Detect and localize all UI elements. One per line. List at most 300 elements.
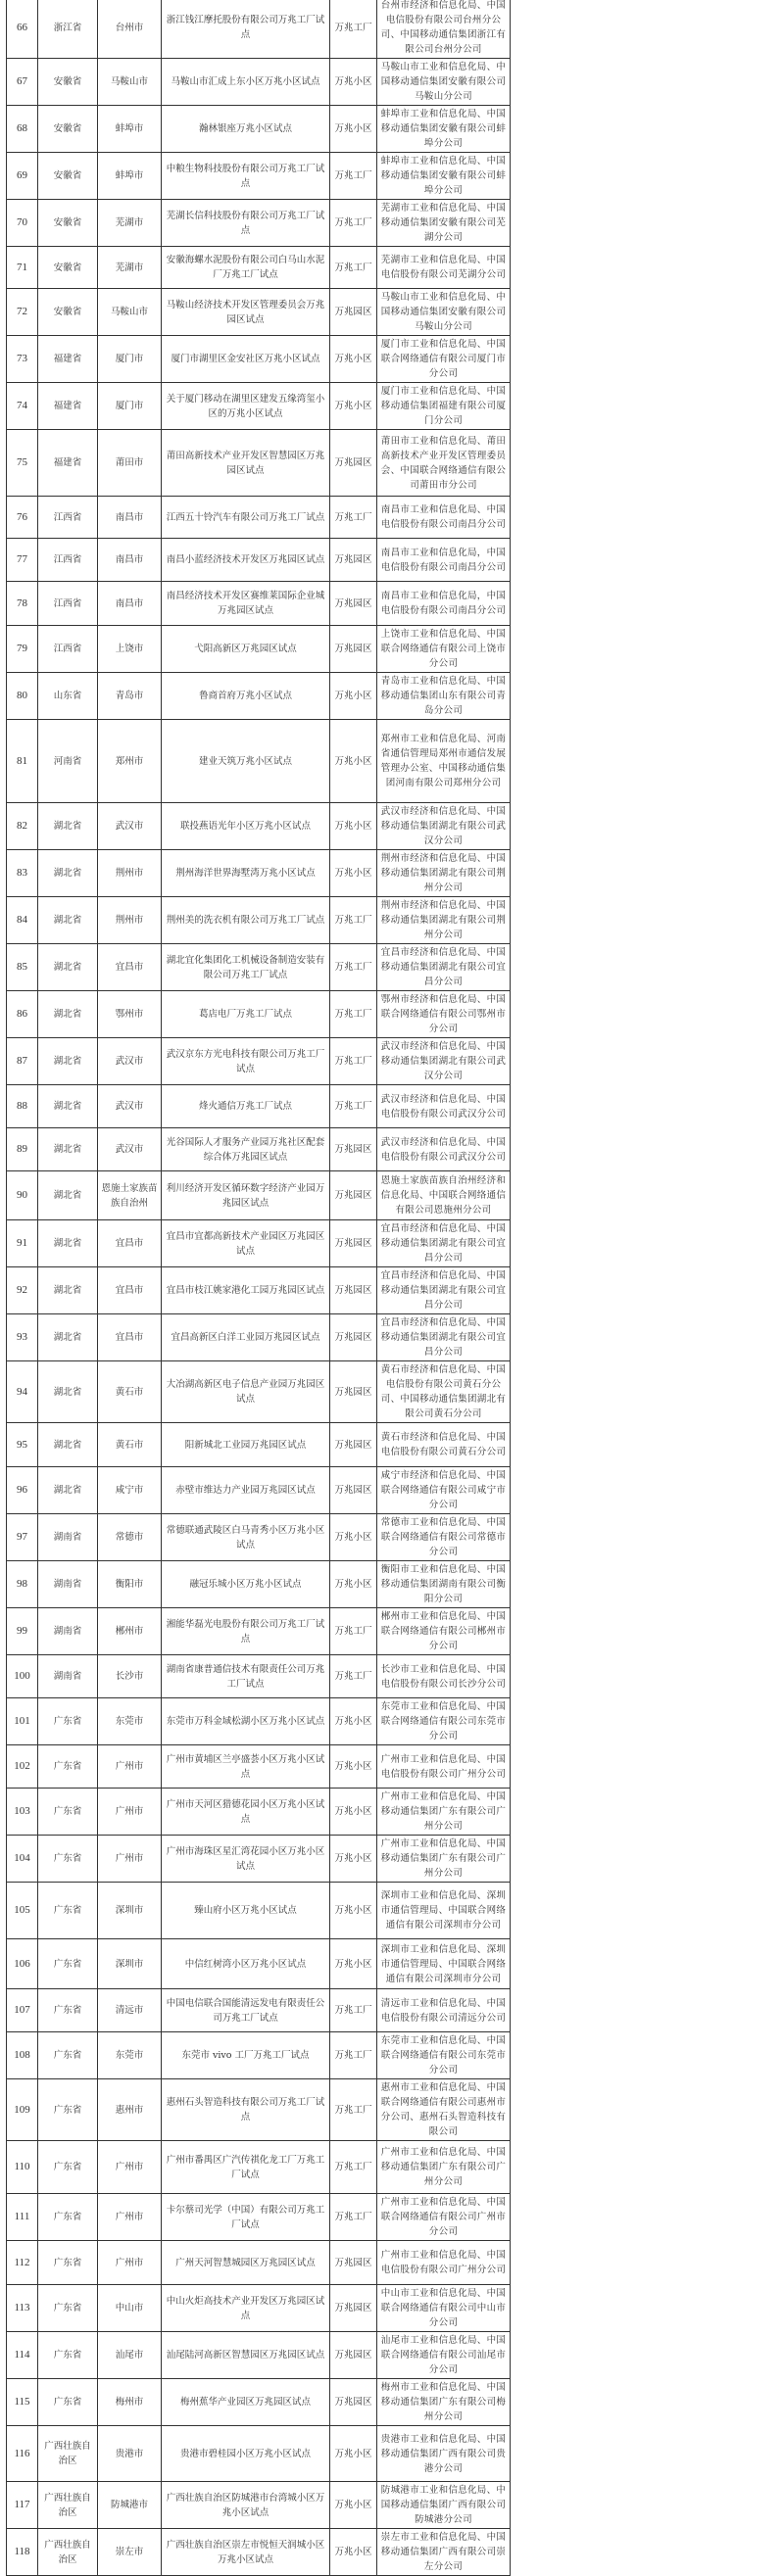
table-row bbox=[7, 1561, 511, 1608]
cell-city: 惠州市 bbox=[98, 2079, 162, 2141]
cell-pilot-type: 万兆小区 bbox=[330, 2482, 377, 2529]
cell-number: 109 bbox=[7, 2079, 38, 2141]
cell-number: 103 bbox=[7, 1789, 38, 1836]
cell-province: 湖北省 bbox=[38, 803, 98, 850]
cell-organizations: 恩施土家族苗族自治州经济和信息化局、中国联合网络通信有限公司恩施州分公司 bbox=[377, 1171, 511, 1220]
cell-pilot-name: 荆州海洋世界海墅湾万兆小区试点 bbox=[162, 850, 330, 897]
cell-pilot-type: 万兆小区 bbox=[330, 1514, 377, 1561]
cell-pilot-name: 宜昌市枝江姚家港化工园万兆园区试点 bbox=[162, 1267, 330, 1314]
cell-pilot-type: 万兆小区 bbox=[330, 383, 377, 430]
cell-pilot-name: 烽火通信万兆工厂试点 bbox=[162, 1085, 330, 1128]
table-row bbox=[7, 1514, 511, 1561]
cell-pilot-type: 万兆小区 bbox=[330, 803, 377, 850]
cell-city: 广州市 bbox=[98, 2241, 162, 2285]
cell-organizations: 中山市工业和信息化局、中国联合网络通信有限公司中山市分公司 bbox=[377, 2285, 511, 2332]
cell-organizations: 常德市工业和信息化局、中国联合网络通信有限公司常德市分公司 bbox=[377, 1514, 511, 1561]
cell-number: 75 bbox=[7, 430, 38, 497]
table-row bbox=[7, 2032, 511, 2079]
cell-city: 南昌市 bbox=[98, 539, 162, 582]
cell-pilot-name: 江西五十铃汽车有限公司万兆工厂试点 bbox=[162, 497, 330, 539]
cell-city: 鄂州市 bbox=[98, 991, 162, 1038]
table-row bbox=[7, 200, 511, 247]
cell-pilot-name: 中粮生物科技股份有限公司万兆工厂试点 bbox=[162, 153, 330, 200]
cell-city: 恩施土家族苗族自治州 bbox=[98, 1171, 162, 1220]
cell-city: 崇左市 bbox=[98, 2529, 162, 2576]
cell-province: 广东省 bbox=[38, 2332, 98, 2379]
cell-organizations: 南昌市工业和信息化局、中国电信股份有限公司南昌分公司 bbox=[377, 497, 511, 539]
cell-pilot-name: 鲁商首府万兆小区试点 bbox=[162, 673, 330, 720]
cell-number: 110 bbox=[7, 2141, 38, 2194]
cell-city: 汕尾市 bbox=[98, 2332, 162, 2379]
cell-number: 98 bbox=[7, 1561, 38, 1608]
cell-organizations: 长沙市工业和信息化局、中国电信股份有限公司长沙分公司 bbox=[377, 1655, 511, 1698]
cell-number: 66 bbox=[7, 0, 38, 59]
cell-pilot-name: 贵港市碧桂园小区万兆小区试点 bbox=[162, 2426, 330, 2482]
cell-number: 84 bbox=[7, 897, 38, 944]
cell-city: 贵港市 bbox=[98, 2426, 162, 2482]
cell-pilot-name: 卡尔蔡司光学（中国）有限公司万兆工厂试点 bbox=[162, 2194, 330, 2241]
cell-organizations: 台州市经济和信息化局、中国电信股份有限公司台州分公司、中国移动通信集团浙江有限公司台州分公司 bbox=[377, 0, 511, 59]
cell-pilot-type: 万兆小区 bbox=[330, 2529, 377, 2576]
cell-city: 芜湖市 bbox=[98, 200, 162, 247]
cell-pilot-name: 联投燕语光年小区万兆小区试点 bbox=[162, 803, 330, 850]
cell-organizations: 黄石市经济和信息化局、中国电信股份有限公司黄石分公司 bbox=[377, 1423, 511, 1467]
cell-number: 95 bbox=[7, 1423, 38, 1467]
table-row bbox=[7, 1171, 511, 1220]
cell-city: 中山市 bbox=[98, 2285, 162, 2332]
cell-city: 梅州市 bbox=[98, 2379, 162, 2426]
cell-number: 85 bbox=[7, 944, 38, 991]
cell-pilot-type: 万兆小区 bbox=[330, 1789, 377, 1836]
cell-city: 武汉市 bbox=[98, 1128, 162, 1171]
cell-organizations: 荆州市经济和信息化局、中国移动通信集团湖北有限公司荆州分公司 bbox=[377, 850, 511, 897]
cell-number: 99 bbox=[7, 1608, 38, 1655]
cell-pilot-type: 万兆园区 bbox=[330, 1267, 377, 1314]
cell-pilot-type: 万兆工厂 bbox=[330, 247, 377, 289]
cell-pilot-type: 万兆小区 bbox=[330, 1883, 377, 1939]
cell-province: 江西省 bbox=[38, 539, 98, 582]
cell-pilot-name: 东莞市万科金域松湖小区万兆小区试点 bbox=[162, 1698, 330, 1745]
cell-pilot-type: 万兆工厂 bbox=[330, 1085, 377, 1128]
cell-province: 福建省 bbox=[38, 430, 98, 497]
cell-pilot-name: 大冶湖高新区电子信息产业园万兆园区试点 bbox=[162, 1361, 330, 1423]
table-row bbox=[7, 2241, 511, 2285]
cell-pilot-type: 万兆园区 bbox=[330, 1467, 377, 1514]
cell-province: 广东省 bbox=[38, 1939, 98, 1989]
cell-province: 广西壮族自治区 bbox=[38, 2529, 98, 2576]
table-row bbox=[7, 2332, 511, 2379]
cell-province: 湖南省 bbox=[38, 1608, 98, 1655]
cell-pilot-type: 万兆园区 bbox=[330, 2241, 377, 2285]
cell-pilot-type: 万兆园区 bbox=[330, 582, 377, 626]
cell-number: 114 bbox=[7, 2332, 38, 2379]
cell-number: 101 bbox=[7, 1698, 38, 1745]
cell-province: 安徽省 bbox=[38, 200, 98, 247]
cell-pilot-name: 赤壁市维达力产业园万兆园区试点 bbox=[162, 1467, 330, 1514]
table-row bbox=[7, 0, 511, 59]
cell-province: 湖北省 bbox=[38, 1038, 98, 1085]
cell-number: 117 bbox=[7, 2482, 38, 2529]
cell-province: 湖南省 bbox=[38, 1561, 98, 1608]
table-row bbox=[7, 2426, 511, 2482]
table-row bbox=[7, 897, 511, 944]
cell-number: 87 bbox=[7, 1038, 38, 1085]
cell-pilot-type: 万兆园区 bbox=[330, 2379, 377, 2426]
cell-city: 咸宁市 bbox=[98, 1467, 162, 1514]
cell-city: 厦门市 bbox=[98, 383, 162, 430]
cell-province: 山东省 bbox=[38, 673, 98, 720]
table-row bbox=[7, 1314, 511, 1361]
cell-pilot-name: 宜昌高新区白洋工业园万兆园区试点 bbox=[162, 1314, 330, 1361]
table-row bbox=[7, 383, 511, 430]
cell-organizations: 梅州市工业和信息化局、中国移动通信集团广东有限公司梅州分公司 bbox=[377, 2379, 511, 2426]
pilot-list-table-container bbox=[6, 0, 510, 2576]
cell-pilot-name: 湖北宜化集团化工机械设备制造安装有限公司万兆工厂试点 bbox=[162, 944, 330, 991]
cell-pilot-name: 惠州石头智造科技有限公司万兆工厂试点 bbox=[162, 2079, 330, 2141]
cell-pilot-name: 武汉京东方光电科技有限公司万兆工厂试点 bbox=[162, 1038, 330, 1085]
cell-number: 67 bbox=[7, 59, 38, 106]
table-row bbox=[7, 2194, 511, 2241]
cell-organizations: 武汉市经济和信息化局、中国电信股份有限公司武汉分公司 bbox=[377, 1085, 511, 1128]
cell-province: 广东省 bbox=[38, 1883, 98, 1939]
cell-pilot-type: 万兆小区 bbox=[330, 673, 377, 720]
cell-pilot-type: 万兆工厂 bbox=[330, 2079, 377, 2141]
table-row bbox=[7, 582, 511, 626]
cell-city: 深圳市 bbox=[98, 1883, 162, 1939]
cell-organizations: 厦门市工业和信息化局、中国移动通信集团福建有限公司厦门分公司 bbox=[377, 383, 511, 430]
cell-number: 93 bbox=[7, 1314, 38, 1361]
cell-province: 广东省 bbox=[38, 1836, 98, 1883]
cell-city: 武汉市 bbox=[98, 1038, 162, 1085]
table-row bbox=[7, 1789, 511, 1836]
cell-province: 广西壮族自治区 bbox=[38, 2426, 98, 2482]
table-row bbox=[7, 1361, 511, 1423]
cell-city: 常德市 bbox=[98, 1514, 162, 1561]
cell-pilot-type: 万兆工厂 bbox=[330, 897, 377, 944]
cell-province: 广西壮族自治区 bbox=[38, 2482, 98, 2529]
cell-number: 107 bbox=[7, 1989, 38, 2032]
cell-province: 湖北省 bbox=[38, 944, 98, 991]
cell-organizations: 广州市工业和信息化局、中国电信股份有限公司广州分公司 bbox=[377, 2241, 511, 2285]
cell-pilot-name: 中国电信联合国能清远发电有限责任公司万兆工厂试点 bbox=[162, 1989, 330, 2032]
cell-organizations: 咸宁市经济和信息化局、中国联合网络通信有限公司咸宁市分公司 bbox=[377, 1467, 511, 1514]
cell-province: 安徽省 bbox=[38, 247, 98, 289]
cell-city: 蚌埠市 bbox=[98, 153, 162, 200]
cell-city: 武汉市 bbox=[98, 803, 162, 850]
cell-number: 115 bbox=[7, 2379, 38, 2426]
cell-city: 清远市 bbox=[98, 1989, 162, 2032]
cell-organizations: 南昌市工业和信息化局，中国电信股份有限公司南昌分公司 bbox=[377, 582, 511, 626]
cell-province: 安徽省 bbox=[38, 59, 98, 106]
cell-province: 广东省 bbox=[38, 2141, 98, 2194]
table-row bbox=[7, 2285, 511, 2332]
cell-pilot-type: 万兆园区 bbox=[330, 2285, 377, 2332]
table-row bbox=[7, 1128, 511, 1171]
cell-pilot-name: 广州市黄埔区兰亭盛荟小区万兆小区试点 bbox=[162, 1745, 330, 1789]
cell-organizations: 厦门市工业和信息化局、中国联合网络通信有限公司厦门市分公司 bbox=[377, 336, 511, 383]
table-row bbox=[7, 720, 511, 803]
cell-pilot-type: 万兆小区 bbox=[330, 2426, 377, 2482]
cell-organizations: 蚌埠市工业和信息化局、中国移动通信集团安徽有限公司蚌埠分公司 bbox=[377, 106, 511, 153]
cell-organizations: 广州市工业和信息化局、中国移动通信集团广东有限公司广州分公司 bbox=[377, 1836, 511, 1883]
cell-pilot-name: 湖南省康普通信技术有限责任公司万兆工厂试点 bbox=[162, 1655, 330, 1698]
cell-organizations: 崇左市工业和信息化局、中国移动通信集团广西有限公司崇左分公司 bbox=[377, 2529, 511, 2576]
cell-city: 武汉市 bbox=[98, 1085, 162, 1128]
cell-pilot-type: 万兆小区 bbox=[330, 850, 377, 897]
cell-pilot-name: 梅州蕉华产业园区万兆园区试点 bbox=[162, 2379, 330, 2426]
cell-province: 浙江省 bbox=[38, 0, 98, 59]
table-row bbox=[7, 626, 511, 673]
cell-city: 宜昌市 bbox=[98, 1220, 162, 1267]
cell-city: 蚌埠市 bbox=[98, 106, 162, 153]
cell-number: 94 bbox=[7, 1361, 38, 1423]
cell-province: 湖北省 bbox=[38, 1467, 98, 1514]
cell-number: 108 bbox=[7, 2032, 38, 2079]
cell-pilot-type: 万兆小区 bbox=[330, 1836, 377, 1883]
table-row bbox=[7, 1836, 511, 1883]
cell-organizations: 宜昌市经济和信息化局、中国移动通信集团湖北有限公司宜昌分公司 bbox=[377, 1220, 511, 1267]
cell-province: 广东省 bbox=[38, 1745, 98, 1789]
cell-pilot-type: 万兆工厂 bbox=[330, 944, 377, 991]
cell-pilot-name: 南昌小蓝经济技术开发区万兆园区试点 bbox=[162, 539, 330, 582]
cell-organizations: 蚌埠市工业和信息化局、中国移动通信集团安徽有限公司蚌埠分公司 bbox=[377, 153, 511, 200]
cell-organizations: 黄石市经济和信息化局、中国电信股份有限公司黄石分公司、中国移动通信集团湖北有限公司黄石分公司 bbox=[377, 1361, 511, 1423]
cell-organizations: 南昌市工业和信息化局，中国电信股份有限公司南昌分公司 bbox=[377, 539, 511, 582]
cell-pilot-type: 万兆园区 bbox=[330, 1423, 377, 1467]
cell-number: 96 bbox=[7, 1467, 38, 1514]
cell-city: 郑州市 bbox=[98, 720, 162, 803]
cell-province: 安徽省 bbox=[38, 289, 98, 336]
cell-province: 广东省 bbox=[38, 1989, 98, 2032]
cell-pilot-name: 弋阳高新区万兆园区试点 bbox=[162, 626, 330, 673]
cell-organizations: 深圳市工业和信息化局、深圳市通信管理局、中国联合网络通信有限公司深圳市分公司 bbox=[377, 1939, 511, 1989]
cell-city: 台州市 bbox=[98, 0, 162, 59]
cell-pilot-name: 马鞍山经济技术开发区管理委员会万兆园区试点 bbox=[162, 289, 330, 336]
cell-organizations: 武汉市经济和信息化局、中国移动通信集团湖北有限公司武汉分公司 bbox=[377, 1038, 511, 1085]
cell-province: 广东省 bbox=[38, 2379, 98, 2426]
pilot-list-table bbox=[6, 0, 511, 2576]
cell-pilot-type: 万兆园区 bbox=[330, 2332, 377, 2379]
cell-city: 衡阳市 bbox=[98, 1561, 162, 1608]
cell-number: 100 bbox=[7, 1655, 38, 1698]
cell-province: 湖北省 bbox=[38, 850, 98, 897]
cell-pilot-type: 万兆小区 bbox=[330, 106, 377, 153]
table-row bbox=[7, 153, 511, 200]
cell-pilot-type: 万兆工厂 bbox=[330, 200, 377, 247]
table-row bbox=[7, 1038, 511, 1085]
cell-number: 81 bbox=[7, 720, 38, 803]
cell-city: 马鞍山市 bbox=[98, 59, 162, 106]
cell-number: 104 bbox=[7, 1836, 38, 1883]
table-row bbox=[7, 106, 511, 153]
cell-number: 86 bbox=[7, 991, 38, 1038]
table-row bbox=[7, 850, 511, 897]
cell-city: 黄石市 bbox=[98, 1361, 162, 1423]
cell-pilot-type: 万兆小区 bbox=[330, 59, 377, 106]
cell-number: 72 bbox=[7, 289, 38, 336]
cell-pilot-name: 芜湖长信科技股份有限公司万兆工厂试点 bbox=[162, 200, 330, 247]
cell-pilot-type: 万兆小区 bbox=[330, 1698, 377, 1745]
cell-pilot-name: 宜昌市宜都高新技术产业园区万兆园区试点 bbox=[162, 1220, 330, 1267]
cell-pilot-name: 南昌经济技术开发区赛维莱国际企业城万兆园区试点 bbox=[162, 582, 330, 626]
cell-pilot-name: 广州市番禺区广汽传祺化龙工厂万兆工厂试点 bbox=[162, 2141, 330, 2194]
cell-pilot-name: 葛店电厂万兆工厂试点 bbox=[162, 991, 330, 1038]
cell-pilot-type: 万兆小区 bbox=[330, 720, 377, 803]
cell-pilot-type: 万兆园区 bbox=[330, 289, 377, 336]
cell-number: 112 bbox=[7, 2241, 38, 2285]
cell-organizations: 鄂州市经济和信息化局、中国联合网络通信有限公司鄂州市分公司 bbox=[377, 991, 511, 1038]
cell-number: 88 bbox=[7, 1085, 38, 1128]
table-row bbox=[7, 991, 511, 1038]
cell-organizations: 郴州市工业和信息化局、中国联合网络通信有限公司郴州市分公司 bbox=[377, 1608, 511, 1655]
cell-province: 湖北省 bbox=[38, 1085, 98, 1128]
table-row bbox=[7, 1745, 511, 1789]
cell-organizations: 郑州市工业和信息化局、河南省通信管理局郑州市通信发展管理办公室、中国移动通信集团河南有限公司郑州分公司 bbox=[377, 720, 511, 803]
cell-city: 长沙市 bbox=[98, 1655, 162, 1698]
table-row bbox=[7, 1883, 511, 1939]
cell-pilot-name: 广州市天河区猎德花园小区万兆小区试点 bbox=[162, 1789, 330, 1836]
table-row bbox=[7, 1267, 511, 1314]
cell-province: 江西省 bbox=[38, 626, 98, 673]
cell-city: 南昌市 bbox=[98, 497, 162, 539]
cell-city: 青岛市 bbox=[98, 673, 162, 720]
cell-organizations: 芜湖市工业和信息化局、中国移动通信集团安徽有限公司芜湖分公司 bbox=[377, 200, 511, 247]
cell-city: 芜湖市 bbox=[98, 247, 162, 289]
cell-pilot-type: 万兆工厂 bbox=[330, 1989, 377, 2032]
cell-city: 广州市 bbox=[98, 2194, 162, 2241]
cell-province: 江西省 bbox=[38, 582, 98, 626]
cell-province: 湖北省 bbox=[38, 1361, 98, 1423]
cell-organizations: 宜昌市经济和信息化局、中国移动通信集团湖北有限公司宜昌分公司 bbox=[377, 1314, 511, 1361]
cell-province: 广东省 bbox=[38, 2285, 98, 2332]
cell-pilot-type: 万兆工厂 bbox=[330, 2194, 377, 2241]
table-row bbox=[7, 2079, 511, 2141]
cell-organizations: 莆田市工业和信息化局、莆田高新技术产业开发区管理委员会、中国联合网络通信有限公司莆田市分公司 bbox=[377, 430, 511, 497]
cell-number: 118 bbox=[7, 2529, 38, 2576]
cell-organizations: 上饶市工业和信息化局、中国联合网络通信有限公司上饶市分公司 bbox=[377, 626, 511, 673]
cell-city: 荆州市 bbox=[98, 850, 162, 897]
cell-organizations: 广州市工业和信息化局、中国联合网络通信有限公司广州市分公司 bbox=[377, 2194, 511, 2241]
cell-province: 安徽省 bbox=[38, 153, 98, 200]
cell-pilot-type: 万兆工厂 bbox=[330, 1038, 377, 1085]
cell-organizations: 惠州市工业和信息化局、中国联合网络通信有限公司惠州市分公司、惠州石头智造科技有限公司 bbox=[377, 2079, 511, 2141]
cell-province: 福建省 bbox=[38, 336, 98, 383]
cell-pilot-name: 瀚林银座万兆小区试点 bbox=[162, 106, 330, 153]
table-row bbox=[7, 1939, 511, 1989]
cell-province: 河南省 bbox=[38, 720, 98, 803]
cell-province: 广东省 bbox=[38, 1789, 98, 1836]
cell-organizations: 武汉市经济和信息化局、中国移动通信集团湖北有限公司武汉分公司 bbox=[377, 803, 511, 850]
cell-pilot-name: 常德联通武陵区白马青秀小区万兆小区试点 bbox=[162, 1514, 330, 1561]
cell-organizations: 广州市工业和信息化局、中国移动通信集团广东有限公司广州分公司 bbox=[377, 1789, 511, 1836]
table-row bbox=[7, 247, 511, 289]
cell-organizations: 宜昌市经济和信息化局、中国移动通信集团湖北有限公司宜昌分公司 bbox=[377, 944, 511, 991]
cell-city: 荆州市 bbox=[98, 897, 162, 944]
cell-pilot-type: 万兆园区 bbox=[330, 1220, 377, 1267]
cell-pilot-type: 万兆工厂 bbox=[330, 2032, 377, 2079]
cell-number: 92 bbox=[7, 1267, 38, 1314]
table-row bbox=[7, 1989, 511, 2032]
cell-province: 湖南省 bbox=[38, 1655, 98, 1698]
cell-organizations: 广州市工业和信息化局、中国移动通信集团广东有限公司广州分公司 bbox=[377, 2141, 511, 2194]
cell-pilot-name: 利川经济开发区循环数字经济产业园万兆园区试点 bbox=[162, 1171, 330, 1220]
table-row bbox=[7, 1220, 511, 1267]
cell-pilot-type: 万兆工厂 bbox=[330, 497, 377, 539]
cell-organizations: 防城港市工业和信息化局、中国移动通信集团广西有限公司防城港分公司 bbox=[377, 2482, 511, 2529]
cell-city: 黄石市 bbox=[98, 1423, 162, 1467]
cell-pilot-name: 臻山府小区万兆小区试点 bbox=[162, 1883, 330, 1939]
cell-organizations: 清远市工业和信息化局、中国电信股份有限公司清远分公司 bbox=[377, 1989, 511, 2032]
cell-pilot-name: 广州天河智慧城园区万兆园区试点 bbox=[162, 2241, 330, 2285]
cell-number: 113 bbox=[7, 2285, 38, 2332]
table-row bbox=[7, 1423, 511, 1467]
cell-province: 湖北省 bbox=[38, 991, 98, 1038]
cell-city: 广州市 bbox=[98, 1789, 162, 1836]
cell-province: 广东省 bbox=[38, 2194, 98, 2241]
cell-pilot-type: 万兆小区 bbox=[330, 1561, 377, 1608]
cell-city: 东莞市 bbox=[98, 2032, 162, 2079]
cell-number: 74 bbox=[7, 383, 38, 430]
table-row bbox=[7, 673, 511, 720]
table-row bbox=[7, 59, 511, 106]
cell-city: 宜昌市 bbox=[98, 944, 162, 991]
cell-organizations: 东莞市工业和信息化局、中国联合网络通信有限公司东莞市分公司 bbox=[377, 2032, 511, 2079]
cell-pilot-type: 万兆园区 bbox=[330, 430, 377, 497]
cell-province: 湖北省 bbox=[38, 897, 98, 944]
cell-city: 东莞市 bbox=[98, 1698, 162, 1745]
cell-number: 68 bbox=[7, 106, 38, 153]
cell-pilot-type: 万兆工厂 bbox=[330, 1655, 377, 1698]
cell-number: 77 bbox=[7, 539, 38, 582]
cell-province: 广东省 bbox=[38, 2079, 98, 2141]
cell-pilot-type: 万兆工厂 bbox=[330, 1608, 377, 1655]
cell-number: 91 bbox=[7, 1220, 38, 1267]
cell-organizations: 马鞍山市工业和信息化局、中国移动通信集团安徽有限公司马鞍山分公司 bbox=[377, 59, 511, 106]
cell-city: 上饶市 bbox=[98, 626, 162, 673]
cell-pilot-name: 关于厦门移动在湖里区建发五缘湾玺小区的万兆小区试点 bbox=[162, 383, 330, 430]
cell-pilot-name: 湘能华磊光电股份有限公司万兆工厂试点 bbox=[162, 1608, 330, 1655]
cell-pilot-name: 建业天筑万兆小区试点 bbox=[162, 720, 330, 803]
cell-pilot-name: 厦门市湖里区金安社区万兆小区试点 bbox=[162, 336, 330, 383]
cell-number: 102 bbox=[7, 1745, 38, 1789]
cell-organizations: 马鞍山市工业和信息化局、中国移动通信集团安徽有限公司马鞍山分公司 bbox=[377, 289, 511, 336]
table-row bbox=[7, 1085, 511, 1128]
cell-city: 莆田市 bbox=[98, 430, 162, 497]
cell-pilot-type: 万兆小区 bbox=[330, 336, 377, 383]
cell-pilot-name: 莆田高新技术产业开发区智慧园区万兆园区试点 bbox=[162, 430, 330, 497]
cell-pilot-type: 万兆园区 bbox=[330, 1361, 377, 1423]
cell-pilot-type: 万兆工厂 bbox=[330, 2141, 377, 2194]
cell-province: 广东省 bbox=[38, 1698, 98, 1745]
cell-city: 广州市 bbox=[98, 2141, 162, 2194]
table-row bbox=[7, 539, 511, 582]
cell-number: 82 bbox=[7, 803, 38, 850]
cell-number: 79 bbox=[7, 626, 38, 673]
cell-city: 马鞍山市 bbox=[98, 289, 162, 336]
cell-pilot-type: 万兆工厂 bbox=[330, 153, 377, 200]
cell-province: 福建省 bbox=[38, 383, 98, 430]
table-row bbox=[7, 1467, 511, 1514]
cell-province: 湖北省 bbox=[38, 1171, 98, 1220]
cell-pilot-name: 东莞市 vivo 工厂万兆工厂试点 bbox=[162, 2032, 330, 2079]
cell-pilot-name: 光谷国际人才服务产业园万兆社区配套综合体万兆园区试点 bbox=[162, 1128, 330, 1171]
table-row bbox=[7, 1608, 511, 1655]
table-row bbox=[7, 2379, 511, 2426]
cell-province: 湖北省 bbox=[38, 1128, 98, 1171]
cell-city: 深圳市 bbox=[98, 1939, 162, 1989]
table-row bbox=[7, 1655, 511, 1698]
cell-province: 湖北省 bbox=[38, 1423, 98, 1467]
